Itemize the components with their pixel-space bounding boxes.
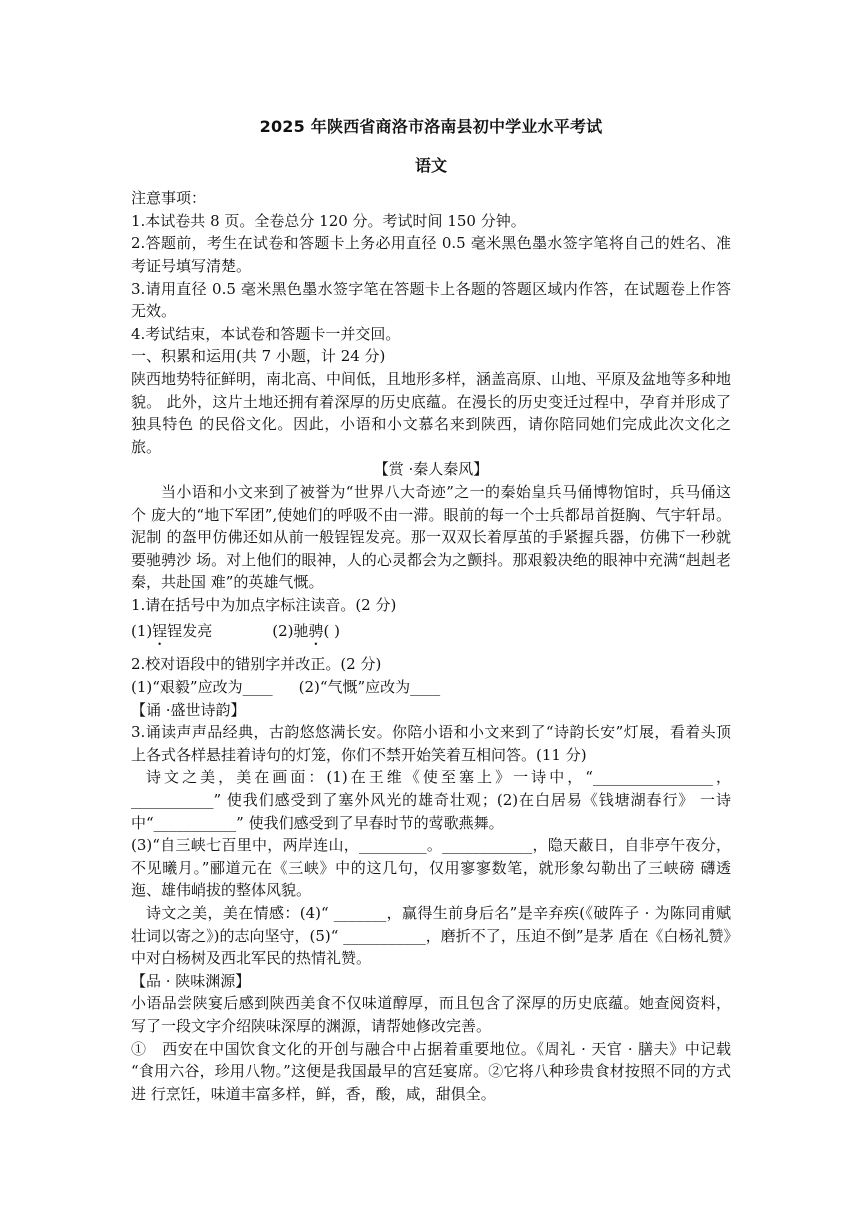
question-stem: 2.校对语段中的错别字并改正。(2 分): [131, 655, 382, 674]
section-heading: 一、积累和运用(共 7 小题，计 24 分): [131, 347, 386, 366]
note-item: 4.考试结束，本试卷和答题卡一并交回。: [131, 324, 401, 343]
document-body: [131, 116, 731, 1105]
question-options: [131, 676, 731, 699]
question-options: (1)锃锃发亮 (2)驰骋( ): [131, 622, 341, 641]
passage-paragraph: 当小语和小文来到了被誉为“世界八大奇迹”之一的秦始皇兵马俑博物馆时，兵马俑这个 庞大的“地下军团”,使她们的呼吸不由一滞。眼前的每一个士兵都昂首挺胸、气宇轩昂。泥制 的盔甲仿佛还如从前一般锃锃发亮。那一双双长着厚茧的手紧握兵器，仿佛下一秒就要驰骋沙 场。对上他们的眼神，人的心灵都会为之颤抖。那艰毅决绝的眼神中充满“赳赳老秦，共赴国 难”的英雄气慨。: [131, 482, 731, 592]
poetry-paragraph: (3)“自三峡七百里中，两岸连山，_________。____________，隐天蔽日，自非亭午夜分，不见曦月。”郦道元在《三峡》中的这几句，仅用寥寥数笔，就形象勾勒出了三峡磅 礴透迤、雄伟峭拔的整体风貌。: [131, 836, 731, 900]
note-item: 1.本试卷共 8 页。全卷总分 120 分。考试时间 150 分钟。: [131, 211, 526, 230]
section-intro: 陕西地势特征鲜明，南北高、中间低，且地形多样，涵盖高原、山地、平原及盆地等多种地貌。 此外，这片土地还拥有着深厚的历史底蕴。在漫长的历史变迁过程中，孕育并形成了独具特色 的民俗文化。因此，小语和小文慕名来到陕西，请你陪同她们完成此次文化之旅。: [131, 369, 732, 456]
part-heading: 【诵 ·盛世诗韵】: [131, 700, 246, 719]
part-intro: 小语品尝陕宴后感到陕西美食不仅味道醇厚，而且包含了深厚的历史底蕴。她查阅资料， 写了一段文字介绍陕味深厚的渊源，请帮她修改完善。: [131, 994, 731, 1035]
answer-blank-2: (2)“气慨”应改为____: [298, 678, 441, 697]
poetry-paragraph: 诗文之美，美在画面：(1)在王维《使至塞上》一诗中，“________________，___________” 使我们感受到了塞外风光的雄奇壮观；(2)在白居易《钱塘湖春行》 一诗中“___________” 使我们感受到了早春时节的莺歌燕舞。: [131, 768, 731, 832]
dotted-character: 骋: [308, 622, 324, 641]
notes-heading: 注意事项：: [131, 189, 207, 208]
part-heading: 【品 · 陕味渊源】: [131, 971, 251, 990]
exam-title: 2025 年陕西省商洛市洛南县初中学业水平考试: [259, 117, 603, 136]
note-item: 2.答题前，考生在试卷和答题卡上务必用直径 0.5 毫米黑色墨水签字笔将自己的姓名、准 考证号填写清楚。: [131, 234, 731, 275]
part-heading: 【赏 ·秦人秦风】: [373, 460, 489, 479]
dotted-character: 锃: [152, 622, 168, 641]
answer-blank-1: (1)“艰毅”应改为____: [131, 678, 273, 697]
question-stem: 1.请在括号中为加点字标注读音。(2 分): [131, 595, 397, 614]
passage-paragraph: ① 西安在中国饮食文化的开创与融合中占据着重要地位。《周礼 · 天官 · 膳夫》中记载 “食用六谷，珍用八物。”这便是我国最早的宫廷宴席。②它将八种珍贵食材按照不同的方式进 行烹饪，味道丰富多样，鲜，香，酸，咸，甜俱全。: [131, 1039, 731, 1103]
poetry-paragraph: 诗文之美，美在情感：(4)“ _______，赢得生前身后名”是辛弃疾(《破阵子 · 为陈同甫赋壮词以寄之》)的志向坚守，(5)“ ___________，磨折不了，压迫不倒”是茅 盾在《白杨礼赞》中对白杨树及西北军民的热情礼赞。: [131, 904, 731, 968]
question-stem: 3.诵读声声品经典，古韵悠悠满长安。你陪小语和小文来到了“诗韵长安”灯展，看着头顶 上各式各样悬挂着诗句的灯笼，你们不禁开始笑着互相问答。(11 分): [131, 723, 731, 764]
subject-title: 语文: [414, 155, 447, 175]
note-item: 3.请用直径 0.5 毫米黑色墨水签字笔在答题卡上各题的答题区域内作答，在试题卷上作答无效。: [131, 279, 731, 321]
